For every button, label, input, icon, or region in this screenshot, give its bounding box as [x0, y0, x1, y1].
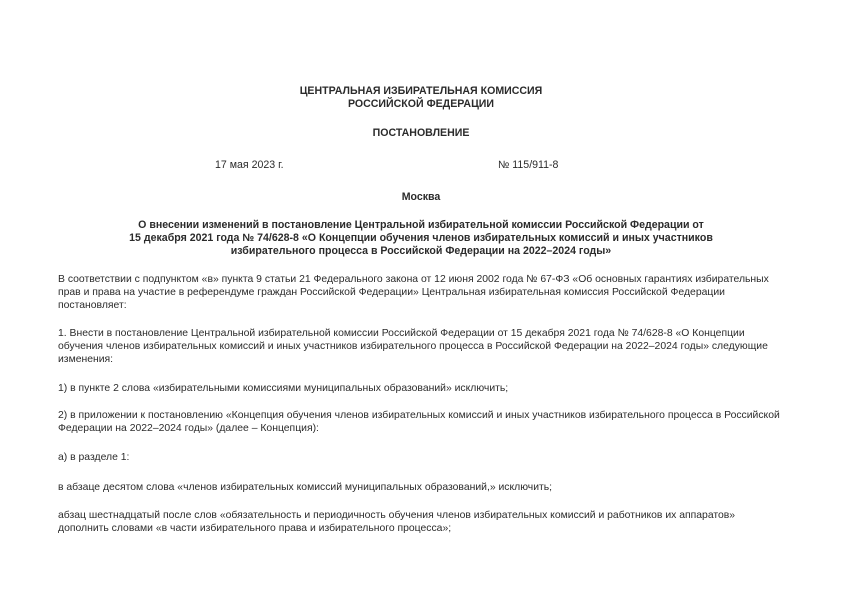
paragraph-preamble: В соответствии с подпунктом «в» пункта 9 статьи 21 Федерального закона от 12 июня 2002 года № 67-ФЗ «Об основных гарантиях избирательных прав и права на участие в референдуме граждан Российской Федерации» Центральная избирательная комиссия Российской Федерации постановляет: [58, 274, 769, 311]
document-date: 17 мая 2023 г. [215, 159, 284, 171]
paragraph-abzats-16: абзац шестнадцатый после слов «обязательность и периодичность обучения членов избирательных комиссий и работников их аппаратов» дополнить словами «в части избирательного права и избирательного процесса»; [58, 510, 736, 534]
commission-name-line-1: ЦЕНТРАЛЬНАЯ ИЗБИРАТЕЛЬНАЯ КОМИССИЯ [299, 85, 543, 97]
document-title [0, 219, 842, 258]
paragraph-section-1: а) в разделе 1: [58, 452, 130, 463]
paragraph-abzats-10: в абзаце десятом слова «членов избирательных комиссий муниципальных образований,» исключить; [58, 482, 553, 493]
document-title-line-3: избирательного процесса в Российской Федерации на 2022–2024 годы» [230, 245, 612, 257]
paragraph-subitem-2: 2) в приложении к постановлению «Концепция обучения членов избирательных комиссий и иных участников избирательного процесса в Российской Федерации на 2022–2024 годы» (далее – Концепция): [58, 410, 780, 434]
paragraph-subitem-1: 1) в пункте 2 слова «избирательными комиссиями муниципальных образований» исключить; [58, 383, 509, 394]
commission-name-line-2: РОССИЙСКОЙ ФЕДЕРАЦИИ [347, 98, 495, 110]
commission-name [0, 85, 842, 111]
document-number: № 115/911-8 [498, 159, 559, 171]
document-title-line-1: О внесении изменений в постановление Центральной избирательной комиссии Российской Федерации от [138, 219, 704, 231]
paragraph-item-1: 1. Внести в постановление Центральной избирательной комиссии Российской Федерации от 15 декабря 2021 года № 74/628-8 «О Концепции обучения членов избирательных комиссий и иных участников избирательного процесса в Российской Федерации на 2022–2024 годы» следующие изменения: [58, 328, 768, 365]
document-type: ПОСТАНОВЛЕНИЕ [372, 127, 470, 139]
document-title-line-2: 15 декабря 2021 года № 74/628-8 «О Концепции обучения членов избирательных комиссий и иных участников [129, 232, 713, 244]
document-city: Москва [401, 191, 441, 203]
